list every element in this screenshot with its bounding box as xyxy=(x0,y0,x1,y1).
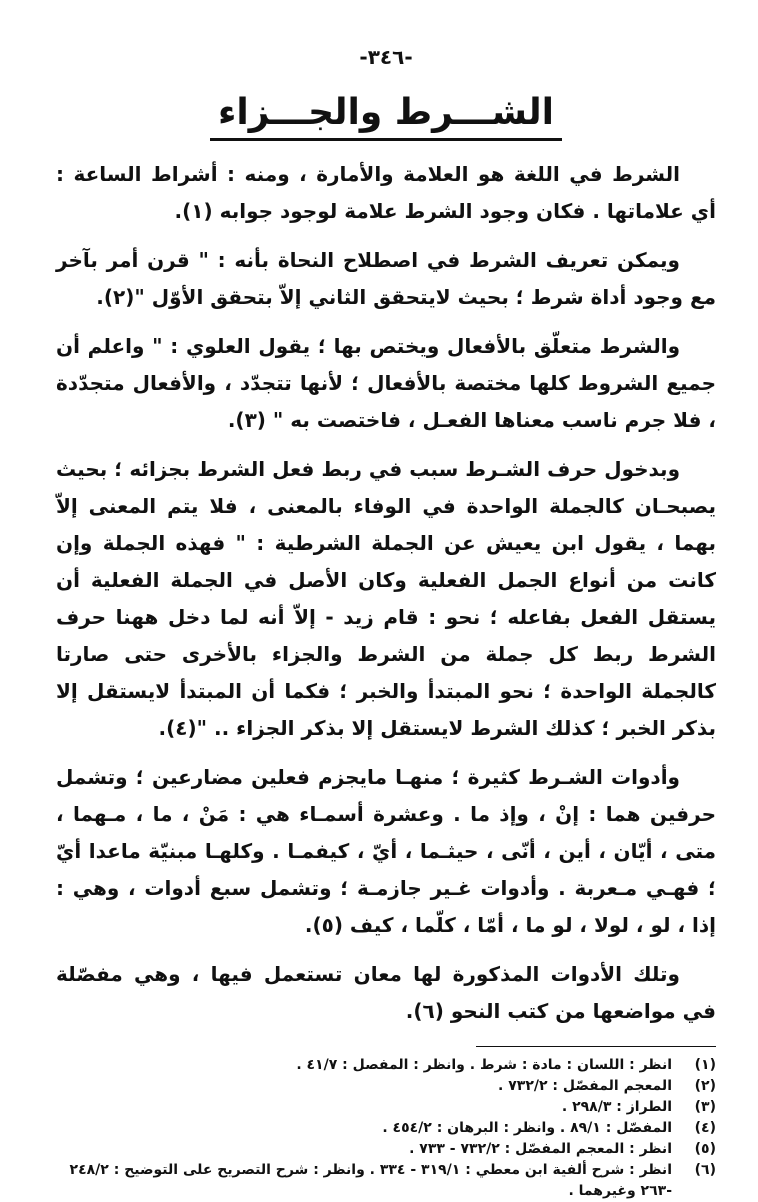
paragraph: وبدخول حرف الشـرط سبب في ربط فعل الشرط بجزائه ؛ بحيث يصبحـان كالجملة الواحدة في الوفاء بالمعنى ، فلا يتم المعنى إلاّ بهما ، يقول ابن يعيش عن الجملة الشرطية : " فهذه الجملة وإن كانت من أنواع الجمل الفعلية وكان الأصل في الجملة الفعلية أن يستقل الفعل بفاعله ؛ نحو : قام زيد - إلاّ أنه لما دخل ههنا حرف الشرط ربط كل جملة من الشرط والجزاء بالأخرى حتى صارتا كالجملة الواحدة ؛ نحو المبتدأ والخبر ؛ فكما أن المبتدأ لايستقل إلا بذكر الخبر ؛ كذلك الشرط لايستقل إلا بذكر الجزاء .. "(٤). xyxy=(56,457,716,740)
footnote xyxy=(56,1160,716,1202)
footnote xyxy=(56,1076,716,1097)
footnote-number: (٥) xyxy=(694,1141,716,1157)
footnote-text: انظر : اللسان : مادة : شرط . وانظر : المفصل : ٤١/٧ . xyxy=(296,1057,672,1073)
footnotes xyxy=(56,1055,716,1202)
chapter-title: الشـــرط والجـــزاء xyxy=(210,88,562,141)
footnote-text: انظر : المعجم المفصّل : ٧٣٢/٢ - ٧٣٣ . xyxy=(409,1141,672,1157)
body-text xyxy=(56,156,716,1030)
footnote xyxy=(56,1055,716,1076)
footnote-text: المعجم المفصّل : ٧٣٢/٢ . xyxy=(498,1078,672,1094)
footnote xyxy=(56,1139,716,1160)
footnote xyxy=(56,1118,716,1139)
paragraph: الشرط في اللغة هو العلامة والأمارة ، ومنه : أشراط الساعة : أي علاماتها . فكان وجود الشرط علامة لوجود جوابه (١). xyxy=(56,162,716,223)
paragraph: وتلك الأدوات المذكورة لها معان تستعمل فيها ، وهي مفصّلة في مواضعها من كتب النحو (٦). xyxy=(56,962,716,1023)
footnote-number: (٣) xyxy=(694,1099,716,1115)
document-page xyxy=(56,42,716,1199)
footnote-divider xyxy=(476,1046,716,1047)
paragraph: ويمكن تعريف الشرط في اصطلاح النحاة بأنه : " قرن أمر بآخر مع وجود أداة شرط ؛ بحيث لايتحقق الثاني إلاّ بتحقق الأوّل "(٢). xyxy=(56,248,716,309)
footnote-number: (١) xyxy=(694,1057,716,1073)
footnote-text: المفصّل : ٨٩/١ . وانظر : البرهان : ٤٥٤/٢ . xyxy=(382,1120,672,1136)
footnote-number: (٢) xyxy=(694,1078,716,1094)
paragraph: وأدوات الشـرط كثيرة ؛ منهـا مايجزم فعلين مضارعين ؛ وتشمل حرفين هما : إنْ ، وإذ ما . وعشرة أسمـاء هي : مَنْ ، ما ، مـهما ، متى ، أيّان ، أين ، أنّى ، حيثـما ، أيّ ، كيفمـا . وكلهـا مبنيّة ماعدا أيّ ؛ فهـي مـعربة . وأدوات غـير جازمـة ؛ وتشمل سبع أدوات ، وهي : إذا ، لو ، لولا ، لو ما ، أمّا ، كلّما ، كيف (٥). xyxy=(56,765,716,937)
footnote xyxy=(56,1097,716,1118)
footnote-number: (٦) xyxy=(694,1162,716,1178)
footnote-text: انظر : شرح ألفية ابن معطي : ٣١٩/١ - ٣٣٤ . وانظر : شرح التصريح على التوضيح : ٢٤٨/٢ -٢٦٣ وغيرهما . xyxy=(69,1162,672,1199)
page-number: -٣٤٦- xyxy=(359,45,413,69)
title-container xyxy=(56,88,716,144)
footnote-number: (٤) xyxy=(694,1120,716,1136)
footnote-text: الطراز : ٢٩٨/٣ . xyxy=(561,1099,672,1115)
paragraph: والشرط متعلّق بالأفعال ويختص بها ؛ يقول العلوي : " واعلم أن جميع الشروط كلها مختصة بالأفعال ؛ لأنها تتجدّد ، والأفعال متجدّدة ، فلا جرم ناسب معناها الفعـل ، فاختصت به " (٣). xyxy=(56,334,716,432)
